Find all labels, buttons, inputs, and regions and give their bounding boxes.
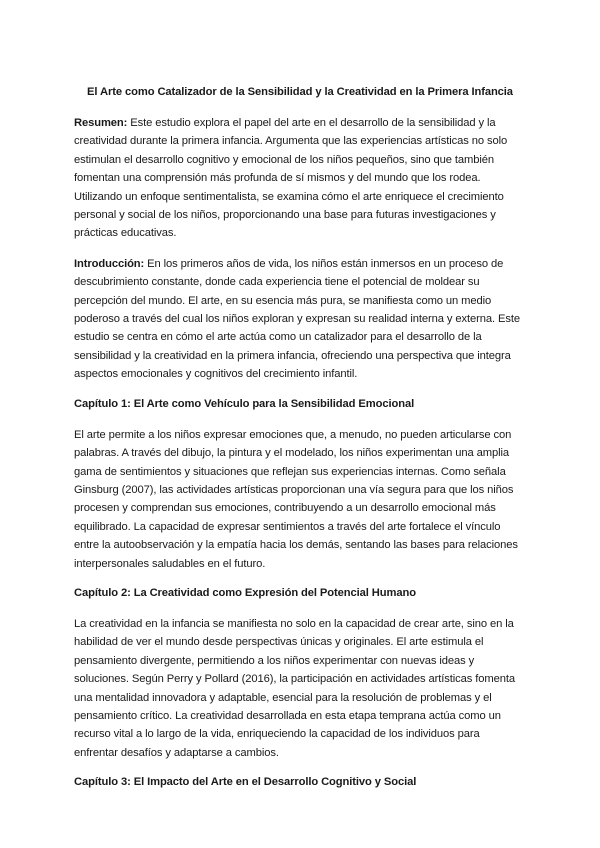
chapter-2-text: La creatividad en la infancia se manifiesta no solo en la capacidad de crear arte, sino en la habilidad de ver el mundo desde perspectivas únicas y originales. El arte estimula el pensamiento divergente, permitiendo a los niños experimentar con nuevas ideas y soluciones. Según Perry y Pollard (2016), la participación en actividades artísticas fomenta una mentalidad innovadora y adaptable, esencial para la resolución de problemas y el pensamiento crítico. La creatividad desarrollada en esta etapa temprana actúa como un recurso vital a lo largo de la vida, enriqueciendo la capacidad de los individuos para enfrentar desafíos y adaptarse a cambios. — [74, 617, 516, 759]
document-title: El Arte como Catalizador de la Sensibilidad y la Creatividad en la Primera Infancia — [87, 86, 513, 98]
introduction-paragraph — [74, 255, 526, 384]
abstract-text: Este estudio explora el papel del arte en el desarrollo de la sensibilidad y la creatividad durante la primera infancia. Argumenta que las experiencias artísticas no solo estimulan el desarrollo cognitivo y emocional de los niños pequeños, sino que también fomentan una comprensión más profunda de sí mismos y del mundo que los rodea. Utilizando un enfoque sentimentalista, se examina cómo el arte enriquece el crecimiento personal y social de los niños, proporcionando una base para futuras investigaciones y prácticas educativas. — [74, 117, 508, 240]
chapter-3-heading: Capítulo 3: El Impacto del Arte en el Desarrollo Cognitivo y Social — [74, 776, 417, 789]
introduction-text: En los primeros años de vida, los niños están inmersos en un proceso de descubrimiento constante, donde cada experiencia tiene el potencial de moldear su percepción del mundo. El arte, en su esencia más pura, se manifiesta como un medio poderoso a través del cual los niños exploran y expresan su realidad interna y externa. Este estudio se centra en cómo el arte actúa como un catalizador para el desarrollo de la sensibilidad y la creatividad en la primera infancia, ofreciendo una perspectiva que integra aspectos emocionales y cognitivos del crecimiento infantil. — [74, 257, 521, 381]
abstract-paragraph — [74, 114, 526, 243]
introduction-label: Introducción: — [74, 257, 145, 270]
chapter-2-heading: Capítulo 2: La Creatividad como Expresión del Potencial Humano — [74, 586, 416, 599]
chapter-1-text: El arte permite a los niños expresar emociones que, a menudo, no pueden articularse con palabras. A través del dibujo, la pintura y el modelado, los niños experimentan una amplia gama de sentimientos y situaciones que reflejan sus experiencias internas. Como señala Ginsburg (2007), las actividades artísticas proporcionan una vía segura para que los niños procesen y comprendan sus emociones, contribuyendo a un desarrollo emocional más equilibrado. La capacidad de expresar sentimientos a través del arte fortalece el vínculo entre la autoobservación y la empatía hacia los demás, sentando las bases para relaciones interpersonales saludables en el futuro. — [74, 428, 518, 570]
chapter-1-heading: Capítulo 1: El Arte como Vehículo para la Sensibilidad Emocional — [74, 397, 415, 410]
abstract-label: Resumen: — [74, 117, 128, 129]
